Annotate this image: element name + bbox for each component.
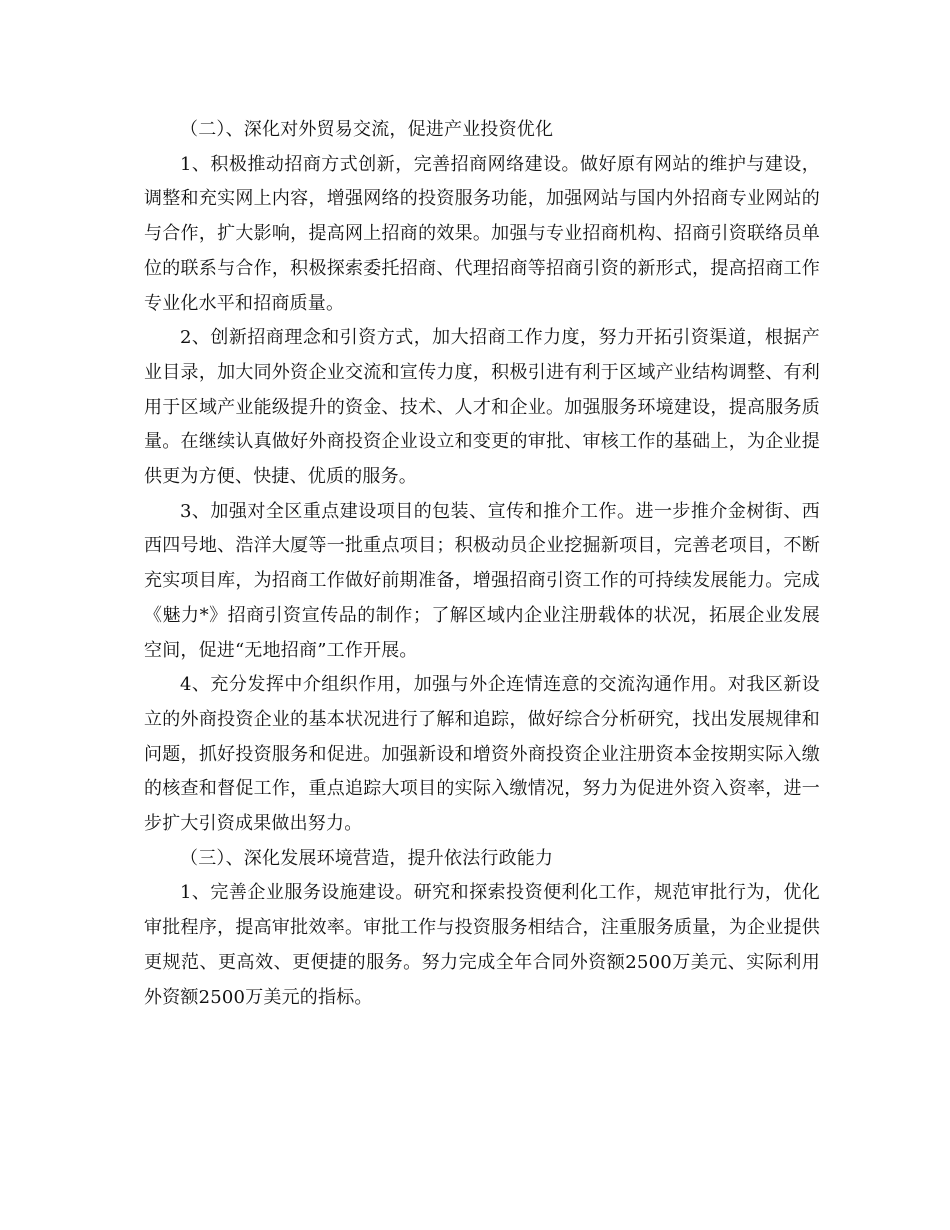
paragraph-2-2: 2、创新招商理念和引资方式，加大招商工作力度，努力开拓引资渠道，根据产业目录，加大同外资企业交流和宣传力度，积极引进有利于区域产业结构调整、有利用于区域产业能级提升的资金、技术、人才和企业。加强服务环境建设，提高服务质量。在继续认真做好外商投资企业设立和变更的审批、审核工作的基础上，为企业提供更为方便、快捷、优质的服务。 (144, 327, 820, 488)
paragraph-2-3: 3、加强对全区重点建设项目的包装、宣传和推介工作。进一步推介金树街、西西四号地、浩洋大厦等一批重点项目；积极动员企业挖掘新项目，完善老项目，不断充实项目库，为招商工作做好前期准备，增强招商引资工作的可持续发展能力。完成《魅力*》招商引资宣传品的制作；了解区域内企业注册载体的状况，拓展企业发展空间，促进“无地招商”工作开展。 (144, 500, 820, 661)
document-page (144, 113, 820, 1015)
paragraph-3-1: 1、完善企业服务设施建设。研究和探索投资便利化工作，规范审批行为，优化审批程序，提高审批效率。审批工作与投资服务相结合，注重服务质量，为企业提供更规范、更高效、更便捷的服务。努力完成全年合同外资额2500万美元、实际利用外资额2500万美元的指标。 (144, 882, 820, 1008)
paragraph-2-4: 4、充分发挥中介组织作用，加强与外企连情连意的交流沟通作用。对我区新设立的外商投资企业的基本状况进行了解和追踪，做好综合分析研究，找出发展规律和问题，抓好投资服务和促进。加强新设和增资外商投资企业注册资本金按期实际入缴的核查和督促工作，重点追踪大项目的实际入缴情况，努力为促进外资入资率，进一步扩大引资成果做出努力。 (144, 674, 820, 835)
section-heading-3: （三）、深化发展环境营造，提升依法行政能力 (180, 847, 554, 869)
paragraph-2-1: 1、积极推动招商方式创新，完善招商网络建设。做好原有网站的维护与建设，调整和充实网上内容，增强网络的投资服务功能，加强网站与国内外招商专业网站的与合作，扩大影响，提高网上招商的效果。加强与专业招商机构、招商引资联络员单位的联系与合作，积极探索委托招商、代理招商等招商引资的新形式，提高招商工作专业化水平和招商质量。 (144, 153, 820, 314)
section-heading-2: （二）、深化对外贸易交流，促进产业投资优化 (180, 119, 554, 140)
